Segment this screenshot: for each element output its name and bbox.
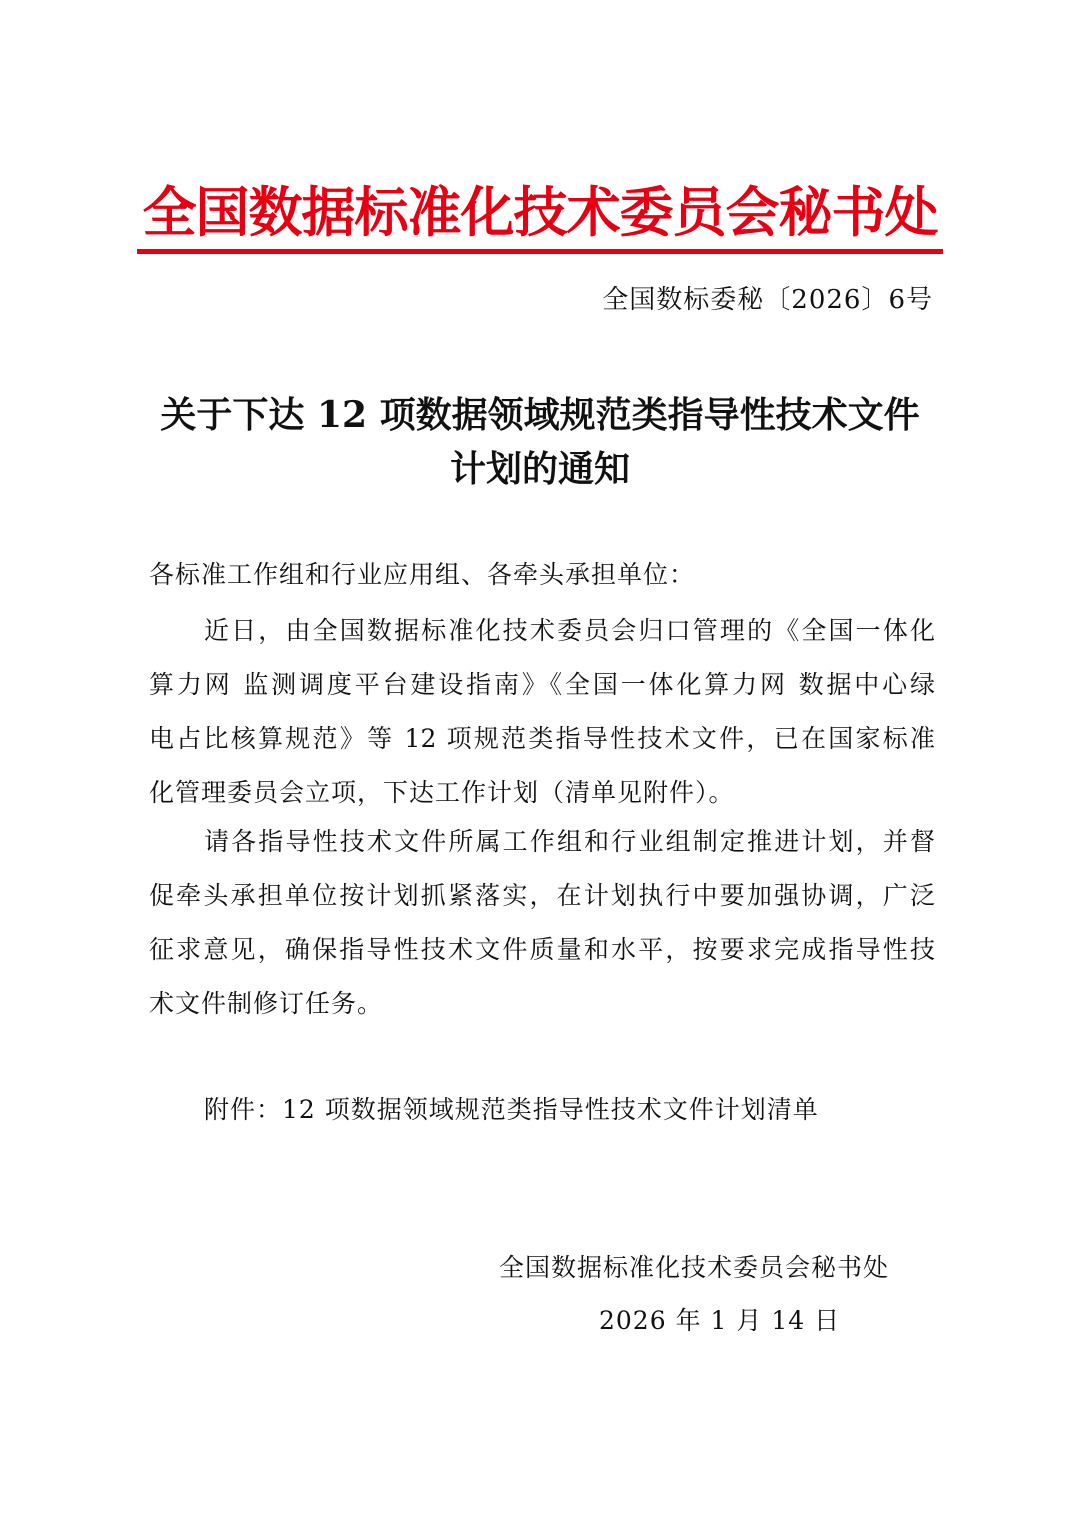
issue-date: 2026 年 1 月 14 日 — [599, 1306, 841, 1335]
paragraph-line: 近日，由全国数据标准化技术委员会归口管理的《全国一体化 — [204, 616, 935, 645]
paragraph-line: 电占比核算规范》等 12 项规范类指导性技术文件，已在国家标准 — [149, 724, 935, 753]
notice-title-line: 计划的通知 — [449, 448, 630, 490]
masthead-red-rule — [137, 249, 943, 254]
attachment-note: 附件：12 项数据领域规范类指导性技术文件计划清单 — [204, 1095, 819, 1124]
body-paragraph — [149, 815, 935, 1031]
paragraph-line: 化管理委员会立项，下达工作计划（清单见附件）。 — [149, 778, 735, 807]
paragraph-line: 征求意见，确保指导性技术文件质量和水平，按要求完成指导性技 — [149, 935, 935, 964]
paragraph-line: 算力网 监测调度平台建设指南》《全国一体化算力网 数据中心绿 — [149, 670, 935, 699]
salutation: 各标准工作组和行业应用组、各牵头承担单位： — [149, 560, 696, 589]
paragraph-line: 术文件制修订任务。 — [149, 989, 384, 1018]
paragraph-line: 促牵头承担单位按计划抓紧落实，在计划执行中要加强协调，广泛 — [149, 881, 935, 910]
masthead-title: 全国数据标准化技术委员会秘书处 — [142, 181, 938, 244]
notice-title — [0, 388, 1080, 496]
notice-title-line: 关于下达 12 项数据领域规范类指导性技术文件 — [160, 394, 920, 436]
document-number: 全国数标委秘〔2026〕6号 — [602, 285, 933, 315]
body-paragraph — [149, 604, 935, 820]
paragraph-line: 请各指导性技术文件所属工作组和行业组制定推进计划，并督 — [204, 827, 935, 856]
issuer-signature: 全国数据标准化技术委员会秘书处 — [499, 1253, 890, 1282]
